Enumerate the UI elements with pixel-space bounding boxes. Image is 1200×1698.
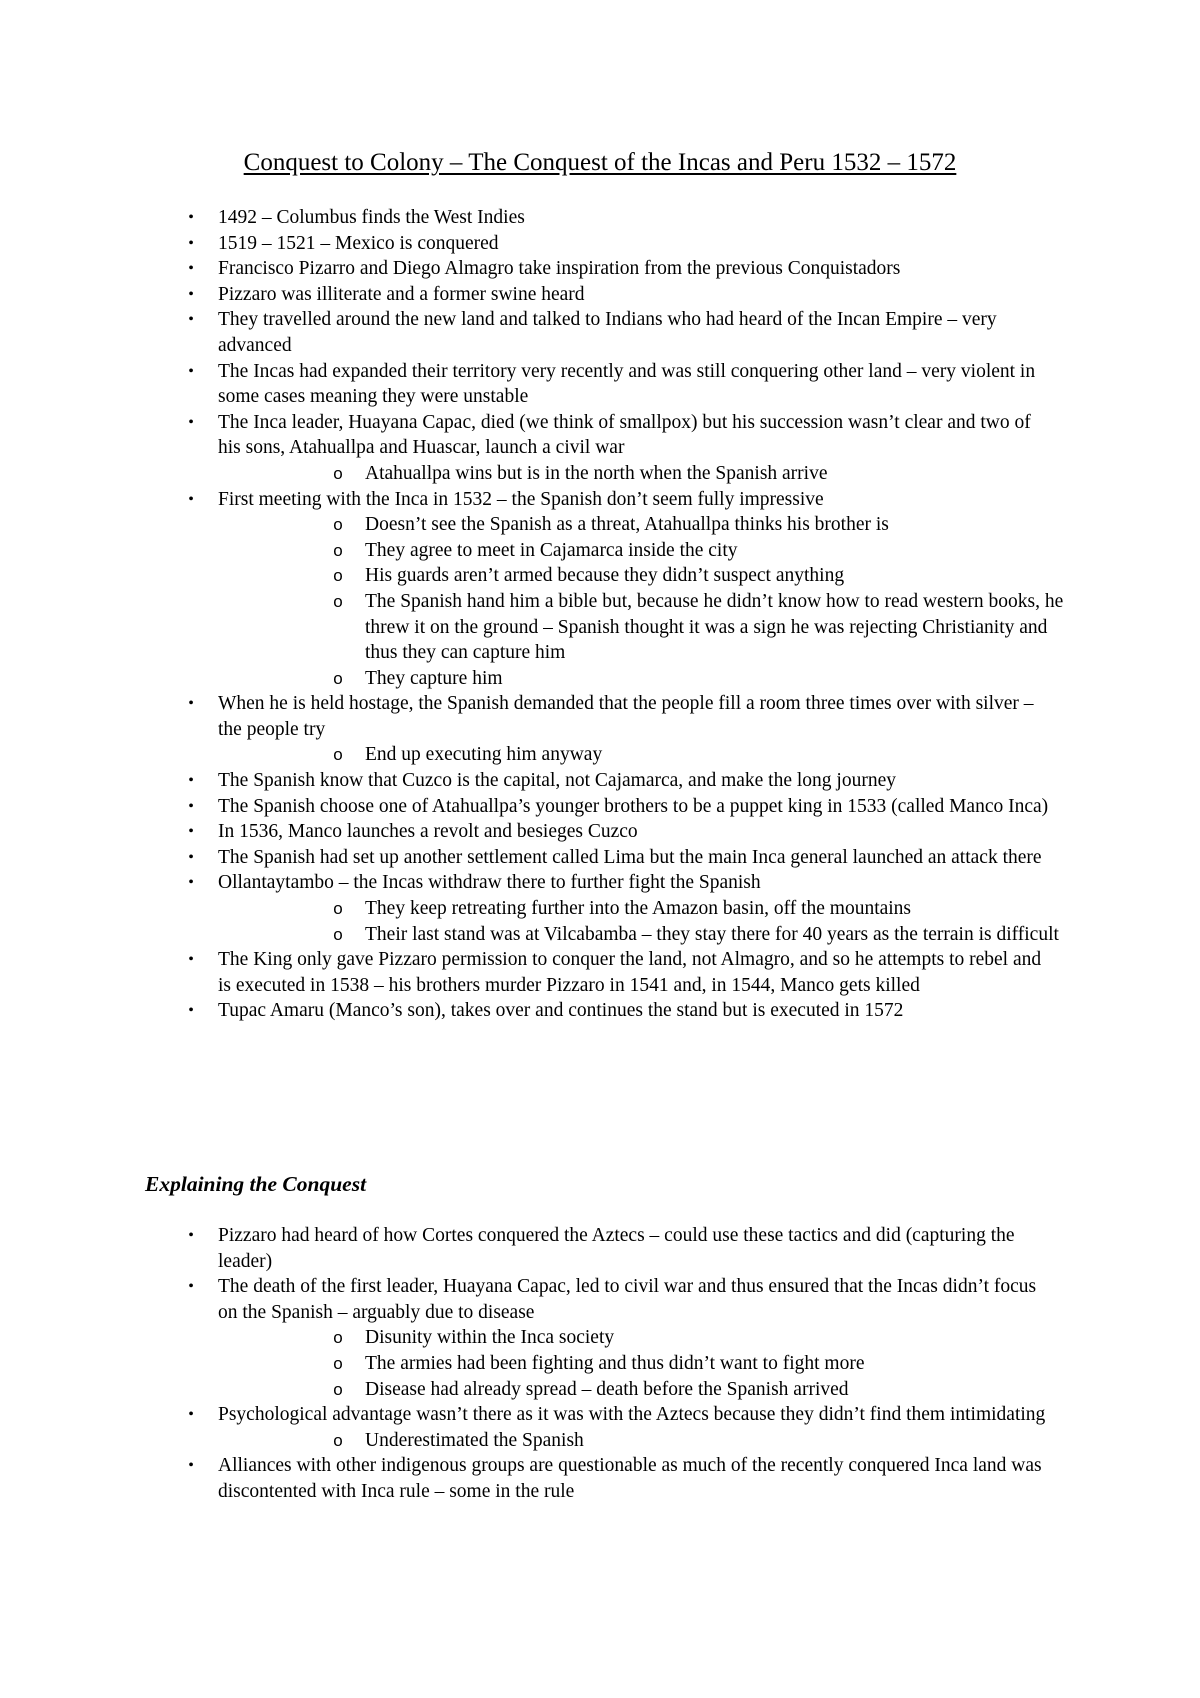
list-item-text: Pizzaro had heard of how Cortes conquered the Aztecs – could use these tactics and did (capturing the leader): [218, 1225, 1015, 1272]
list-item: [0, 359, 1058, 410]
list-item: [0, 256, 1058, 282]
list-item-text: The Spanish hand him a bible but, because he didn’t know how to read western books, he threw it on the ground – Spanish thought it was a sign he was rejecting Christianity and thus they can capture him: [365, 590, 1064, 664]
list-item-text: His guards aren’t armed because they didn’t suspect anything: [365, 565, 845, 587]
bullet-marker: •: [188, 1406, 194, 1424]
list-item-text: The death of the first leader, Huayana Capac, led to civil war and thus ensured that the Incas didn’t focus on the Spanish – arguably due to disease: [218, 1276, 1037, 1323]
bullet-marker: •: [188, 362, 194, 380]
bullet-marker: •: [188, 209, 194, 226]
list-item-text: Underestimated the Spanish: [365, 1429, 584, 1451]
sub-bullet-marker: o: [333, 566, 343, 586]
sub-bullet-marker: o: [333, 668, 343, 688]
sub-bullet-marker: o: [333, 1328, 343, 1348]
list-item: [0, 410, 1058, 461]
list-item: [0, 819, 1058, 845]
list-item-text: In 1536, Manco launches a revolt and besieges Cuzco: [218, 821, 638, 843]
bullet-marker: •: [188, 874, 194, 892]
bullet-marker: •: [188, 1002, 194, 1020]
list-item-text: They keep retreating further into the Amazon basin, off the mountains: [365, 898, 912, 920]
document-title: Conquest to Colony – The Conquest of the Incas and Peru 1532 – 1572: [243, 149, 957, 176]
list-item-text: Pizzaro was illiterate and a former swine heard: [218, 283, 585, 305]
list-item-text: Alliances with other indigenous groups are questionable as much of the recently conquered Inca land was discontented with Inca rule – some in the rule: [218, 1455, 1042, 1502]
list-item-text: They agree to meet in Cajamarca inside the city: [365, 539, 738, 561]
list-item: [0, 1223, 1058, 1274]
list-item-text: Disunity within the Inca society: [365, 1327, 615, 1349]
list-item-text: End up executing him anyway: [365, 744, 603, 766]
sub-list-item: [0, 563, 1065, 589]
sub-list-item: [0, 1428, 1065, 1454]
timeline-list: [0, 205, 1200, 1024]
sub-bullet-marker: o: [333, 463, 343, 483]
list-item-text: Psychological advantage wasn’t there as it was with the Aztecs because they didn’t find them intimidating: [218, 1404, 1046, 1426]
list-item-text: The armies had been fighting and thus didn’t want to fight more: [365, 1352, 865, 1374]
bullet-marker: •: [188, 234, 194, 252]
bullet-marker: •: [188, 951, 194, 969]
list-item-text: Atahuallpa wins but is in the north when the Spanish arrive: [365, 462, 828, 484]
list-item-text: The Spanish choose one of Atahuallpa’s younger brothers to be a puppet king in 1533 (called Manco Inca): [218, 795, 1049, 817]
list-item: [0, 845, 1058, 871]
list-item: [0, 205, 1058, 231]
bullet-marker: •: [188, 490, 194, 508]
bullet-marker: •: [188, 311, 194, 329]
list-item: [0, 487, 1058, 513]
list-item: [0, 1274, 1058, 1325]
list-item-text: They travelled around the new land and talked to Indians who had heard of the Incan Empire – very advanced: [218, 309, 997, 356]
sub-list-item: [0, 666, 1065, 692]
list-item-text: The Spanish had set up another settlement called Lima but the main Inca general launched an attack there: [218, 846, 1042, 868]
section-heading: Explaining the Conquest: [145, 1172, 367, 1196]
list-item-text: Doesn’t see the Spanish as a threat, Atahuallpa thinks his brother is: [365, 514, 889, 536]
list-item: [0, 1402, 1058, 1428]
list-item: [0, 231, 1058, 257]
sub-list-item: [0, 538, 1065, 564]
list-item-text: The Incas had expanded their territory very recently and was still conquering other land – very violent in some cases meaning they were unstable: [218, 360, 1036, 408]
list-item: [0, 282, 1058, 308]
list-item: [0, 691, 1058, 742]
bullet-marker: •: [188, 260, 194, 278]
sub-bullet-marker: o: [333, 1430, 343, 1450]
list-item: [0, 794, 1058, 820]
bullet-marker: •: [188, 772, 194, 790]
list-item-text: They capture him: [365, 667, 503, 689]
list-item-text: The Spanish know that Cuzco is the capital, not Cajamarca, and make the long journey: [218, 770, 896, 792]
list-item-text: The Inca leader, Huayana Capac, died (we think of smallpox) but his succession wasn’t clear and two of his sons, Atahuallpa and Huascar, launch a civil war: [218, 411, 1031, 459]
sub-list-item: [0, 512, 1065, 538]
sub-bullet-marker: o: [333, 515, 343, 535]
list-item: [0, 1453, 1058, 1504]
list-item-text: When he is held hostage, the Spanish demanded that the people fill a room three times over with silver – the people try: [218, 693, 1034, 740]
list-item-text: Disease had already spread – death before the Spanish arrived: [365, 1378, 849, 1400]
sub-bullet-marker: o: [333, 540, 343, 560]
sub-list-item: [0, 1377, 1065, 1403]
list-item-text: Tupac Amaru (Manco’s son), takes over and continues the stand but is executed in 1572: [218, 1000, 904, 1022]
list-item: [0, 768, 1058, 794]
list-item-text: Francisco Pizarro and Diego Almagro take inspiration from the previous Conquistadors: [218, 258, 901, 280]
sub-list-item: [0, 922, 1065, 948]
sub-list-item: [0, 742, 1065, 768]
bullet-marker: •: [188, 413, 194, 431]
list-item-text: The King only gave Pizzaro permission to conquer the land, not Almagro, and so he attempts to rebel and is executed in 1538 – his brothers murder Pizzaro in 1541 and, in 1544, Manco gets killed: [218, 949, 1042, 996]
bullet-marker: •: [188, 848, 194, 866]
sub-list-item: [0, 461, 1065, 487]
bullet-marker: •: [188, 797, 194, 815]
bullet-marker: •: [188, 823, 194, 841]
sub-bullet-marker: o: [333, 899, 343, 919]
sub-list-item: [0, 1325, 1065, 1351]
bullet-marker: •: [188, 1227, 194, 1244]
bullet-marker: •: [188, 1278, 194, 1296]
list-item-text: 1492 – Columbus finds the West Indies: [218, 207, 525, 228]
list-item-text: 1519 – 1521 – Mexico is conquered: [218, 232, 499, 254]
sub-bullet-marker: o: [333, 745, 343, 765]
bullet-marker: •: [188, 1457, 194, 1475]
sub-bullet-marker: o: [333, 1379, 343, 1399]
explanation-list: [0, 1223, 1200, 1505]
list-item: [0, 947, 1058, 998]
sub-bullet-marker: o: [333, 1353, 343, 1373]
sub-list-item: [0, 589, 1065, 666]
list-item-text: Their last stand was at Vilcabamba – they stay there for 40 years as the terrain is difficult: [365, 923, 1059, 945]
bullet-marker: •: [188, 285, 194, 303]
bullet-marker: •: [188, 695, 194, 713]
list-item: [0, 998, 1058, 1024]
sub-list-item: [0, 896, 1065, 922]
sub-list-item: [0, 1351, 1065, 1377]
list-item: [0, 870, 1058, 896]
sub-bullet-marker: o: [333, 591, 343, 611]
list-item-text: Ollantaytambo – the Incas withdraw there to further fight the Spanish: [218, 872, 761, 894]
list-item: [0, 307, 1058, 358]
sub-bullet-marker: o: [333, 924, 343, 944]
list-item-text: First meeting with the Inca in 1532 – the Spanish don’t seem fully impressive: [218, 488, 824, 510]
